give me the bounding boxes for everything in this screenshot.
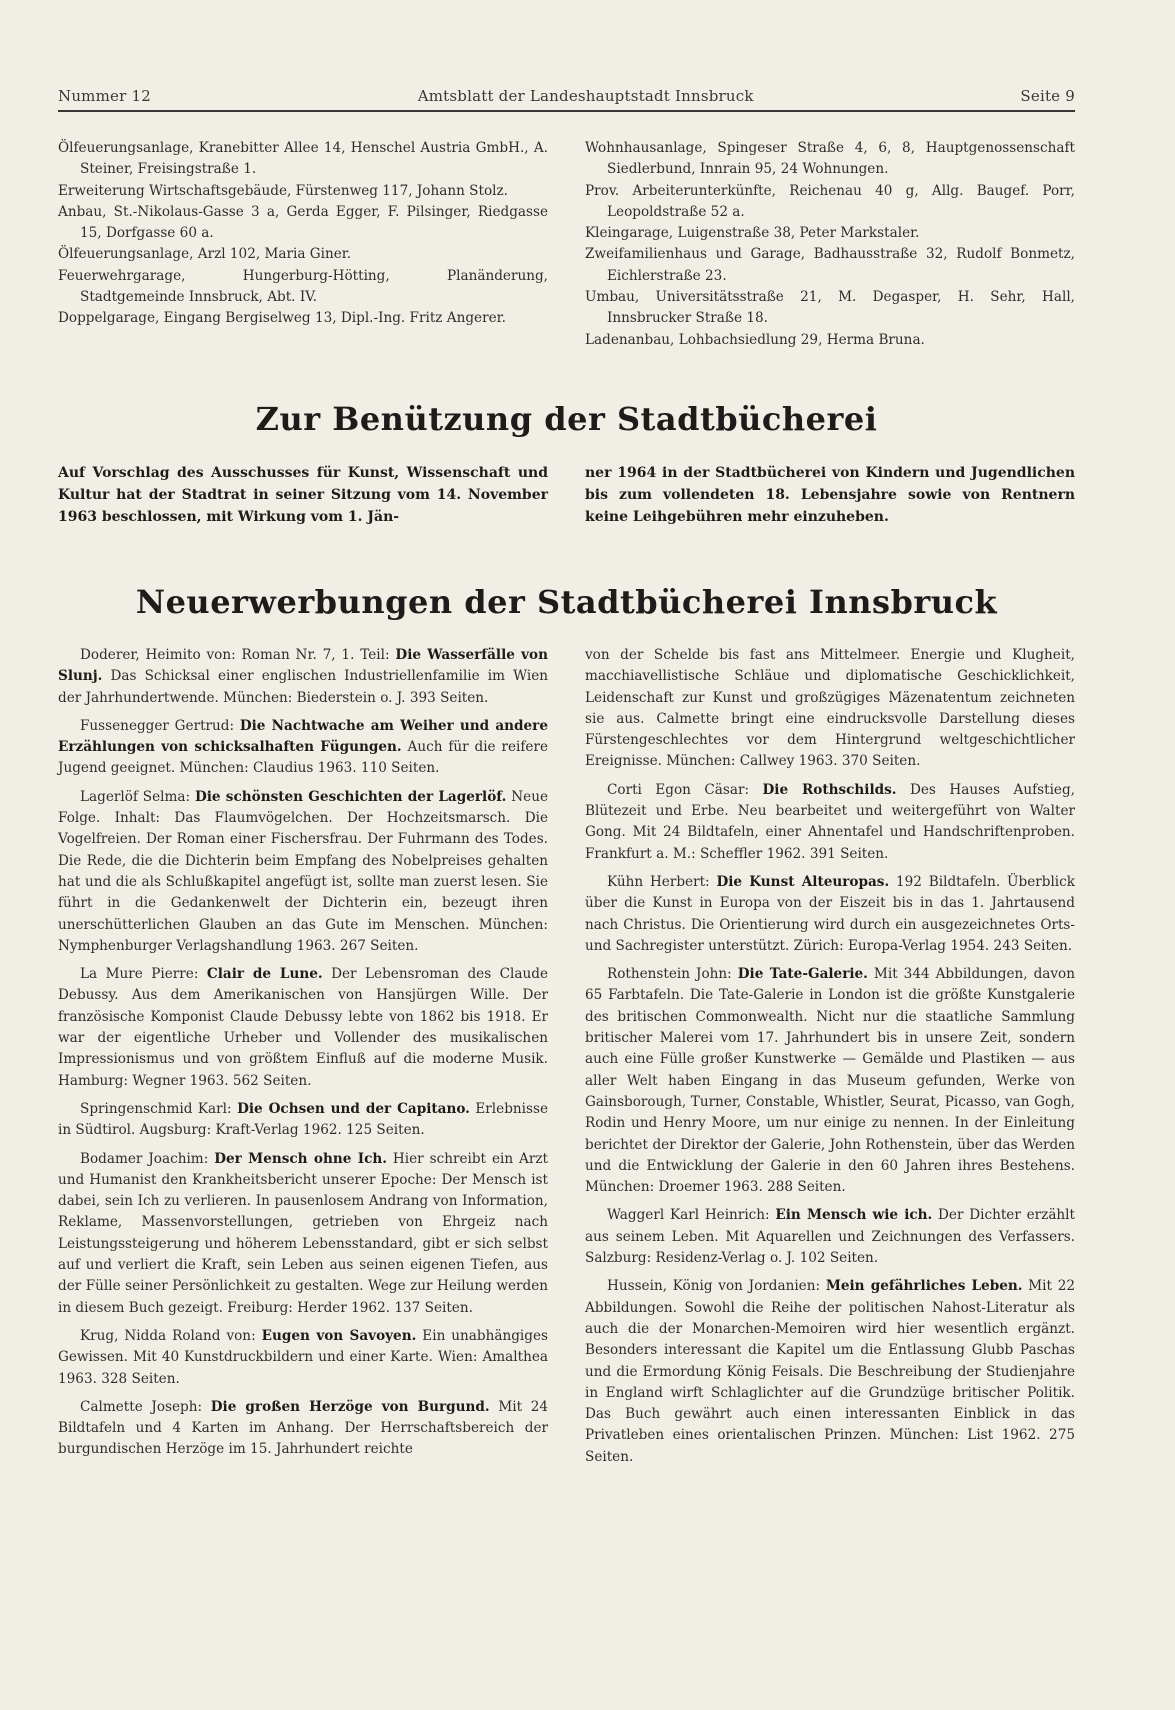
book-author: Hussein, König von Jordanien:: [607, 1278, 826, 1295]
notice: [58, 462, 1075, 528]
acquisitions: [58, 645, 1075, 1475]
book-description: Des Hauses Aufstieg, Blütezeit und Erbe. Neu bearbeitet und weitergeführt von Walter Gong. Mit 24 Bildtafeln, einer Ahnentafel und Handschriftenproben. Frankfurt a. M.: Scheffler 1962. 391 Seiten.: [585, 781, 1075, 862]
book-author: Calmette Joseph:: [80, 1398, 211, 1415]
issue-number: Nummer 12: [58, 87, 151, 105]
notice-right-column: [585, 462, 1075, 528]
book-description: von der Schelde bis fast ans Mittelmeer. Energie und Klugheit, macchiavellistische Schläue und diplomatische Geschicklichkeit, Leidenschaft zur Kunst und großzügiges Mäzenatentum zeichneten sie aus. Calmette bringt eine eindrucksvolle Darstellung dieses Fürstengeschlechtes vor dem Hintergrund weltgeschichtlicher Ereignisse. München: Callwey 1963. 370 Seiten.: [585, 647, 1075, 770]
building-entry: Doppelgarage, Eingang Bergiselweg 13, Dipl.-Ing. Fritz Angerer.: [58, 310, 506, 327]
book-entry: [58, 1099, 548, 1142]
page-header: [58, 84, 1075, 108]
book-entry: [58, 964, 548, 1092]
book-title: Die Nachtwache am Weiher und andere Erzählungen von schicksalhaften Fügungen.: [58, 717, 548, 756]
book-title: Die großen Herzöge von Burgund.: [210, 1398, 490, 1415]
book-title: Die Rothschilds.: [762, 781, 897, 798]
book-title: Ein Mensch wie ich.: [775, 1207, 933, 1224]
book-author: Waggerl Karl Heinrich:: [607, 1207, 776, 1224]
book-description: Mit 22 Abbildungen. Sowohl die Reihe der politischen Nahost-Literatur als auch die der Monarchen-Memoiren wird hier wesentlich ergänzt. Besonders interessant die Kapitel um die Entlassung Glubb Paschas und die Ermordung König Feisals. Die Beschreibung der Studienjahre in England wirft Schlaglichter auf die Grundzüge britischer Politik. Das Buch gewährt auch einen interessanten Einblick in das Privatleben eines orientalischen Prinzen. München: List 1962. 275 Seiten.: [585, 1278, 1075, 1465]
book-entry: [58, 1149, 548, 1319]
book-title: Die Ochsen und der Capitano.: [237, 1100, 470, 1117]
book-title: Die Tate-Galerie.: [737, 966, 868, 983]
book-title: Die Wasserfälle von Slunj.: [58, 647, 548, 685]
book-description: Neue Folge. Inhalt: Das Flaumvögelchen. Der Hochzeitsmarsch. Die Vogelfreien. Der Roman einer Fischersfrau. Der Fuhrmann des Todes. Die Rede, die die Dichterin beim Empfang des Nobelpreises gehalten hat und die als Schlußkapitel angefügt ist, sollte man zuerst lesen. Sie führt in die Gedankenwelt der Dichterin ein, bezeugt ihren unerschütterlichen Glauben an das Gute im Menschen. München: Nymphenburger Verlagshandlung 1963. 267 Seiten.: [58, 788, 548, 954]
building-entry: Umbau, Universitätsstraße 21, M. Degasper, H. Sehr, Hall, Innsbrucker Straße 18.: [585, 289, 1075, 327]
book-author: Rothenstein John:: [607, 966, 738, 983]
notice-text: ner 1964 in der Stadtbücherei von Kindern und Jugendlichen bis zum vollendeten 18. Lebensjahre sowie von Rentnern keine Leihgebühren mehr einzuheben.: [585, 465, 1075, 525]
book-author: Lagerlöf Selma:: [80, 788, 195, 805]
book-description: Ein unabhängiges Gewissen. Mit 40 Kunstdruckbildern und einer Karte. Wien: Amalthea 1963. 328 Seiten.: [58, 1327, 548, 1387]
book-description: Das Schicksal einer englischen Industriellenfamilie im Wien der Jahrhundertwende. München: Biederstein o. J. 393 Seiten.: [58, 668, 548, 706]
building-entry: Zweifamilienhaus und Garage, Badhausstraße 32, Rudolf Bonmetz, Eichlerstraße 23.: [585, 246, 1075, 284]
book-entry: [58, 645, 548, 709]
book-title: Eugen von Savoyen.: [261, 1327, 417, 1344]
book-author: Kühn Herbert:: [607, 873, 717, 890]
book-author: Doderer, Heimito von: Roman Nr. 7, 1. Teil:: [80, 647, 396, 663]
book-title: Die schönsten Geschichten der Lagerlöf.: [194, 788, 507, 805]
building-permits-left-column: [58, 138, 548, 351]
book-title: Clair de Lune.: [206, 966, 323, 983]
book-entry: [585, 872, 1075, 957]
book-description: 192 Bildtafeln. Überblick über die Kunst in Europa von der Eiszeit bis in das 1. Jahrtausend nach Christus. Die Orientierung wird durch ein ausgezeichnetes Orts- und Sachregister unterstützt. Zürich: Europa-Verlag 1954. 243 Seiten.: [585, 873, 1075, 954]
book-entry: [585, 1276, 1075, 1468]
book-description: Mit 24 Bildtafeln und 4 Karten im Anhang. Der Herrschaftsbereich der burgundischen Herzöge im 15. Jahrhundert reichte: [58, 1398, 548, 1458]
book-description: Mit 344 Abbildungen, davon 65 Farbtafeln. Die Tate-Galerie in London ist die größte Kunstgalerie des britischen Commonwealth. Nicht nur die staatliche Sammlung britischer Malerei vom 17. Jahrhundert bis in unsere Zeit, sondern auch eine Fülle großer Kunstwerke — Gemälde und Plastiken — aus aller Welt haben Eingang in das Museum gefunden, Werke von Gainsborough, Turner, Constable, Whistler, Seurat, Picasso, van Gogh, Rodin und Henry Moore, um nur einige zu nennen. In der Einleitung berichtet der Direktor der Galerie, John Rothenstein, über das Werden und die Entwicklung der Galerie in den 60 Jahren ihres Bestehens. München: Droemer 1963. 288 Seiten.: [585, 966, 1075, 1196]
building-permits-right-column: [585, 138, 1075, 351]
book-author: Springenschmid Karl:: [80, 1100, 238, 1117]
book-entry: [58, 1326, 548, 1390]
book-title: Der Mensch ohne Ich.: [214, 1150, 387, 1167]
book-entry: [58, 787, 548, 957]
building-entry: Ladenanbau, Lohbachsiedlung 29, Herma Bruna.: [585, 331, 925, 348]
building-entry: Ölfeuerungsanlage, Kranebitter Allee 14, Henschel Austria GmbH., A. Steiner, Freisingstraße 1.: [58, 140, 548, 178]
book-description: Der Dichter erzählt aus seinem Leben. Mit Aquarellen und Zeichnungen des Verfassers. Salzburg: Residenz-Verlag o. J. 102 Seiten.: [585, 1207, 1075, 1267]
building-entry: Erweiterung Wirtschaftsgebäude, Fürstenweg 117, Johann Stolz.: [58, 182, 508, 199]
book-entry-continued: [585, 645, 1075, 773]
book-title: Die Kunst Alteuropas.: [716, 873, 890, 890]
building-permits: [58, 138, 1075, 351]
book-entry: [585, 964, 1075, 1198]
book-entry: [58, 716, 548, 780]
book-entry: [58, 1397, 548, 1461]
book-author: Fussenegger Gertrud:: [80, 717, 240, 734]
acquisitions-right-column: [585, 645, 1075, 1475]
book-description: Der Lebensroman des Claude Debussy. Aus dem Amerikanischen von Hansjürgen Wille. Der französische Komponist Claude Debussy lebte von 1862 bis 1918. Er war der eigentliche Urheber und Vollender des musikalischen Impressionismus und von größtem Einfluß auf die moderne Musik. Hamburg: Wegner 1963. 562 Seiten.: [58, 966, 548, 1089]
book-author: Corti Egon Cäsar:: [607, 781, 763, 798]
building-entry: Ölfeuerungsanlage, Arzl 102, Maria Giner.: [58, 246, 352, 263]
book-author: Krug, Nidda Roland von:: [80, 1327, 262, 1344]
building-entry: Wohnhausanlage, Spingeser Straße 4, 6, 8, Hauptgenossenschaft Siedlerbund, Innrain 95, 24 Wohnungen.: [585, 140, 1075, 178]
building-entry: Anbau, St.-Nikolaus-Gasse 3 a, Gerda Egger, F. Pilsinger, Riedgasse 15, Dorfgasse 60 a.: [58, 203, 548, 242]
page-number: Seite 9: [1020, 87, 1075, 105]
notice-text: Auf Vorschlag des Ausschusses für Kunst, Wissenschaft und Kultur hat der Stadtrat in seiner Sitzung vom 14. November 1963 beschlossen, mit Wirkung vom 1. Jän-: [58, 465, 548, 525]
notice-heading: Zur Benützung der Stadtbücherei: [255, 400, 878, 438]
book-title: Mein gefährliches Leben.: [825, 1278, 1023, 1295]
book-description: Erlebnisse in Südtirol. Augsburg: Kraft-Verlag 1962. 125 Seiten.: [58, 1100, 548, 1139]
book-description: Auch für die reifere Jugend geeignet. München: Claudius 1963. 110 Seiten.: [58, 739, 548, 777]
building-entry: Kleingarage, Luigenstraße 38, Peter Markstaler.: [585, 225, 920, 242]
header-rule: [58, 110, 1075, 112]
building-entry: Feuerwehrgarage, Hungerburg-Hötting, Planänderung, Stadtgemeinde Innsbruck, Abt. IV.: [58, 267, 548, 306]
building-entry: Prov. Arbeiterunterkünfte, Reichenau 40 g, Allg. Baugef. Porr, Leopoldstraße 52 a.: [585, 182, 1075, 220]
book-description: Hier schreibt ein Arzt und Humanist den Krankheitsbericht unserer Epoche: Der Mensch ist dabei, sein Ich zu verlieren. In pausenlosem Andrang von Information, Reklame, Massenvorstellungen, getrieben von Ehrgeiz nach Leistungssteigerung und höherem Lebensstandard, gibt er sich selbst auf und verliert die Kraft, sein Leben aus seinen eigenen Tiefen, aus der Fülle seiner Persönlichkeit zu gestalten. Wege zur Heilung werden in diesem Buch gezeigt. Freiburg: Herder 1962. 137 Seiten.: [58, 1150, 548, 1316]
publication-title: Amtsblatt der Landeshauptstadt Innsbruck: [417, 87, 754, 105]
book-entry: [585, 780, 1075, 865]
book-author: La Mure Pierre:: [80, 966, 207, 983]
book-author: Bodamer Joachim:: [80, 1150, 215, 1167]
acquisitions-left-column: [58, 645, 548, 1475]
acquisitions-heading: Neuerwerbungen der Stadtbücherei Innsbruck: [135, 583, 998, 621]
book-entry: [585, 1205, 1075, 1269]
notice-left-column: [58, 462, 548, 528]
